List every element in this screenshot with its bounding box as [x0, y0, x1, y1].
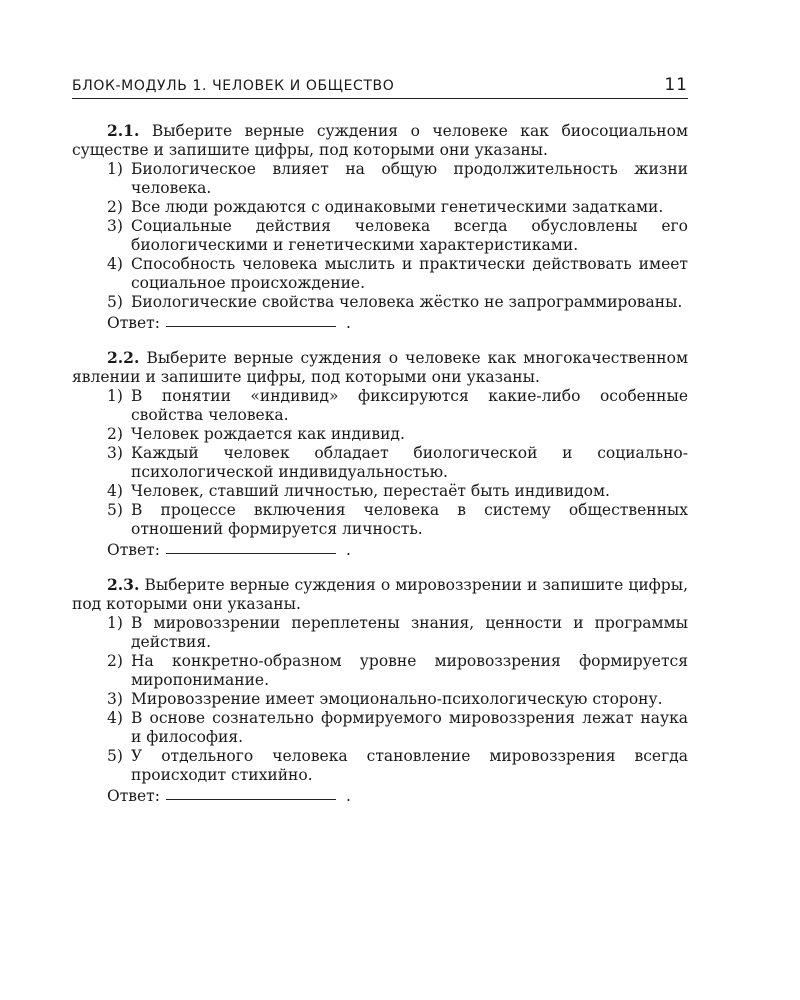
running-head: БЛОК-МОДУЛЬ 1. ЧЕЛОВЕК И ОБЩЕСТВО	[72, 78, 395, 94]
answer-label: Ответ:	[107, 541, 160, 559]
answer-period: .	[345, 541, 351, 559]
task-prompt	[72, 121, 688, 160]
option-item	[72, 482, 688, 501]
answer-field[interactable]	[166, 541, 336, 554]
option-item	[72, 652, 688, 690]
answer-label: Ответ:	[107, 314, 160, 332]
task-prompt-text: Выберите верные суждения о человеке как биосоциальном существе и запишите цифры, под которыми они указаны.	[72, 122, 688, 159]
option-item	[72, 387, 688, 425]
option-text: Биологические свойства человека жёстко не запрограммированы.	[131, 293, 683, 311]
option-number: 4)	[107, 709, 123, 727]
option-text: Мировоззрение имеет эмоционально-психологическую сторону.	[131, 690, 663, 708]
task-prompt	[72, 348, 688, 387]
answer-label: Ответ:	[107, 787, 160, 805]
answer-field[interactable]	[166, 787, 336, 800]
option-number: 2)	[107, 425, 123, 443]
answer-period: .	[345, 787, 351, 805]
task-prompt	[72, 575, 688, 614]
option-number: 4)	[107, 255, 123, 273]
option-text: Человек, ставший личностью, перестаёт быть индивидом.	[131, 482, 610, 500]
option-item	[72, 501, 688, 539]
task-prompt-text: Выберите верные суждения о мировоззрении и запишите цифры, под которыми они указаны.	[72, 576, 688, 613]
option-text: Человек рождается как индивид.	[131, 425, 405, 443]
option-number: 5)	[107, 747, 123, 765]
option-number: 3)	[107, 444, 123, 462]
option-text: У отдельного человека становление мировоззрения всегда происходит стихийно.	[131, 747, 688, 784]
option-number: 2)	[107, 652, 123, 670]
task-prompt-text: Выберите верные суждения о человеке как многокачественном явлении и запишите цифры, под которыми они указаны.	[72, 349, 688, 386]
option-text: На конкретно-образном уровне мировоззрения формируется миропонимание.	[131, 652, 688, 689]
option-number: 2)	[107, 198, 123, 216]
task-2-3	[72, 575, 688, 807]
task-2-2	[72, 348, 688, 561]
option-number: 3)	[107, 690, 123, 708]
option-item	[72, 255, 688, 293]
option-text: В мировоззрении переплетены знания, ценности и программы действия.	[131, 614, 688, 651]
task-number: 2.3.	[107, 575, 140, 594]
option-item	[72, 425, 688, 444]
option-number: 5)	[107, 501, 123, 519]
page-header	[72, 76, 688, 99]
option-item	[72, 293, 688, 312]
answer-row	[72, 541, 688, 561]
task-2-1	[72, 121, 688, 334]
option-text: Социальные действия человека всегда обусловлены его биологическими и генетическими характеристиками.	[131, 217, 688, 254]
option-number: 1)	[107, 614, 123, 632]
option-item	[72, 160, 688, 198]
option-item	[72, 198, 688, 217]
option-number: 1)	[107, 160, 123, 178]
option-item	[72, 690, 688, 709]
option-number: 4)	[107, 482, 123, 500]
option-list	[72, 160, 688, 312]
option-number: 5)	[107, 293, 123, 311]
answer-field[interactable]	[166, 314, 336, 327]
option-list	[72, 387, 688, 539]
option-text: Биологическое влияет на общую продолжительность жизни человека.	[131, 160, 688, 197]
task-number: 2.2.	[107, 348, 140, 367]
option-item	[72, 709, 688, 747]
option-text: В основе сознательно формируемого мировоззрения лежат наука и философия.	[131, 709, 688, 746]
option-number: 1)	[107, 387, 123, 405]
option-text: Способность человека мыслить и практически действовать имеет социальное происхождение.	[131, 255, 688, 292]
option-item	[72, 614, 688, 652]
option-text: В понятии «индивид» фиксируются какие-либо особенные свойства человека.	[131, 387, 688, 424]
option-text: Каждый человек обладает биологической и социально-психологической индивидуальностью.	[131, 444, 688, 481]
answer-period: .	[345, 314, 351, 332]
page-content	[72, 121, 688, 821]
answer-row	[72, 314, 688, 334]
option-number: 3)	[107, 217, 123, 235]
page-number: 11	[664, 75, 688, 95]
task-number: 2.1.	[107, 121, 140, 140]
option-item	[72, 444, 688, 482]
option-text: В процессе включения человека в систему общественных отношений формируется личность.	[131, 501, 688, 538]
answer-row	[72, 787, 688, 807]
option-item	[72, 217, 688, 255]
option-text: Все люди рождаются с одинаковыми генетическими задатками.	[131, 198, 664, 216]
option-item	[72, 747, 688, 785]
option-list	[72, 614, 688, 785]
